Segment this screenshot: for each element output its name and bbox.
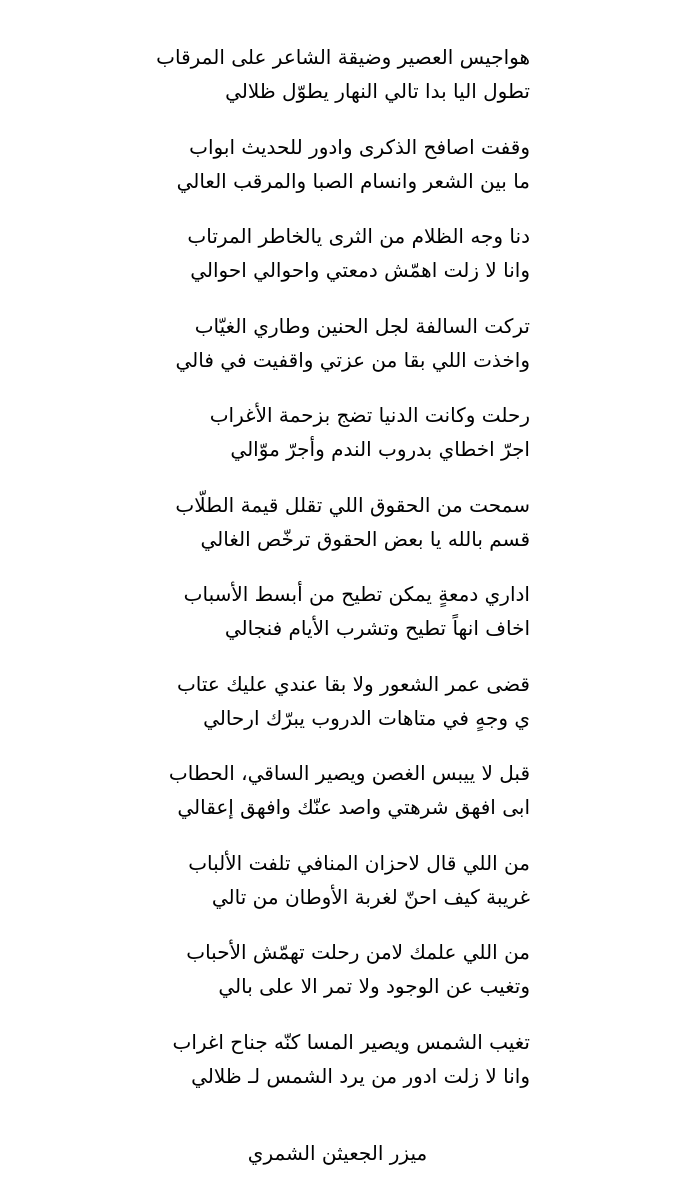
verse-line: من اللي علمك لامن رحلت تهمّش الأحباب: [186, 940, 530, 964]
stanza-10: [0, 846, 675, 936]
verse-line: وتغيب عن الوجود ولا تمر الا على بالي: [218, 974, 530, 998]
stanza-1: [0, 40, 675, 130]
stanza-8: [0, 667, 675, 757]
verse-line: وقفت اصافح الذكرى وادور للحديث ابواب: [189, 134, 530, 159]
stanza-5: [0, 398, 675, 488]
stanza-6: [0, 488, 675, 578]
verse-line: سمحت من الحقوق اللي تقلل قيمة الطلّاب: [175, 492, 530, 517]
verse-line: قضى عمر الشعور ولا بقا عندي عليك عتاب: [176, 671, 530, 696]
verse-line: هواجيس العصير وضيقة الشاعر على المرقاب: [156, 45, 530, 69]
verse-line: اجرّ اخطاي بدروب الندم وأجرّ موّالي: [230, 437, 530, 461]
verse-line: اخاف انهاً تطيح وتشرب الأيام فنجالي: [224, 616, 530, 640]
verse-line: تطول اليا بدا تالي النهار يطوّل ظلالي: [225, 79, 530, 103]
verse-line: واخذت اللي بقا من عزتي واقفيت في فالي: [175, 347, 530, 372]
stanza-11: [0, 935, 675, 1025]
verse-line: قسم بالله يا بعض الحقوق ترخّص الغالي: [200, 526, 530, 551]
verse-line: تركت السالفة لجل الحنين وطاري الغيّاب: [194, 313, 530, 338]
stanza-2: [0, 130, 675, 220]
poem: [0, 40, 675, 1114]
verse-line: رحلت وكانت الدنيا تضج بزحمة الأغراب: [209, 403, 530, 427]
stanza-4: [0, 309, 675, 399]
verse-line: غريبة كيف احنّ لغربة الأوطان من تالي: [211, 884, 530, 909]
stanza-9: [0, 756, 675, 846]
verse-line: وانا لا زلت ادور من يرد الشمس لـ ظلالي: [191, 1063, 530, 1088]
verse-line: ابى افهق شرهتي واصد عنّك وافهق إعقالي: [177, 795, 530, 819]
verse-line: تغيب الشمس ويصير المسا كنّه جناح اغراب: [172, 1029, 530, 1054]
poet-signature: ميزر الجعيثن الشمري: [247, 1141, 428, 1165]
verse-line: قبل لا ييبس الغصن ويصير الساقي، الحطاب: [168, 761, 530, 785]
verse-line: ما بين الشعر وانسام الصبا والمرقب العالي: [176, 168, 530, 193]
stanza-7: [0, 577, 675, 667]
verse-line: ي وجهٍ في متاهات الدروب يبرّك ارحالي: [203, 705, 530, 730]
verse-line: من اللي قال لاحزان المنافي تلفت الألباب: [188, 850, 530, 875]
verse-line: دنا وجه الظلام من الثرى يالخاطر المرتاب: [187, 224, 530, 248]
stanza-12: [0, 1025, 675, 1115]
stanza-3: [0, 219, 675, 309]
verse-line: اداري دمعةٍ يمكن تطيح من أبسط الأسباب: [183, 582, 530, 606]
verse-line: وانا لا زلت اهمّش دمعتي واحوالي احوالي: [190, 258, 530, 282]
